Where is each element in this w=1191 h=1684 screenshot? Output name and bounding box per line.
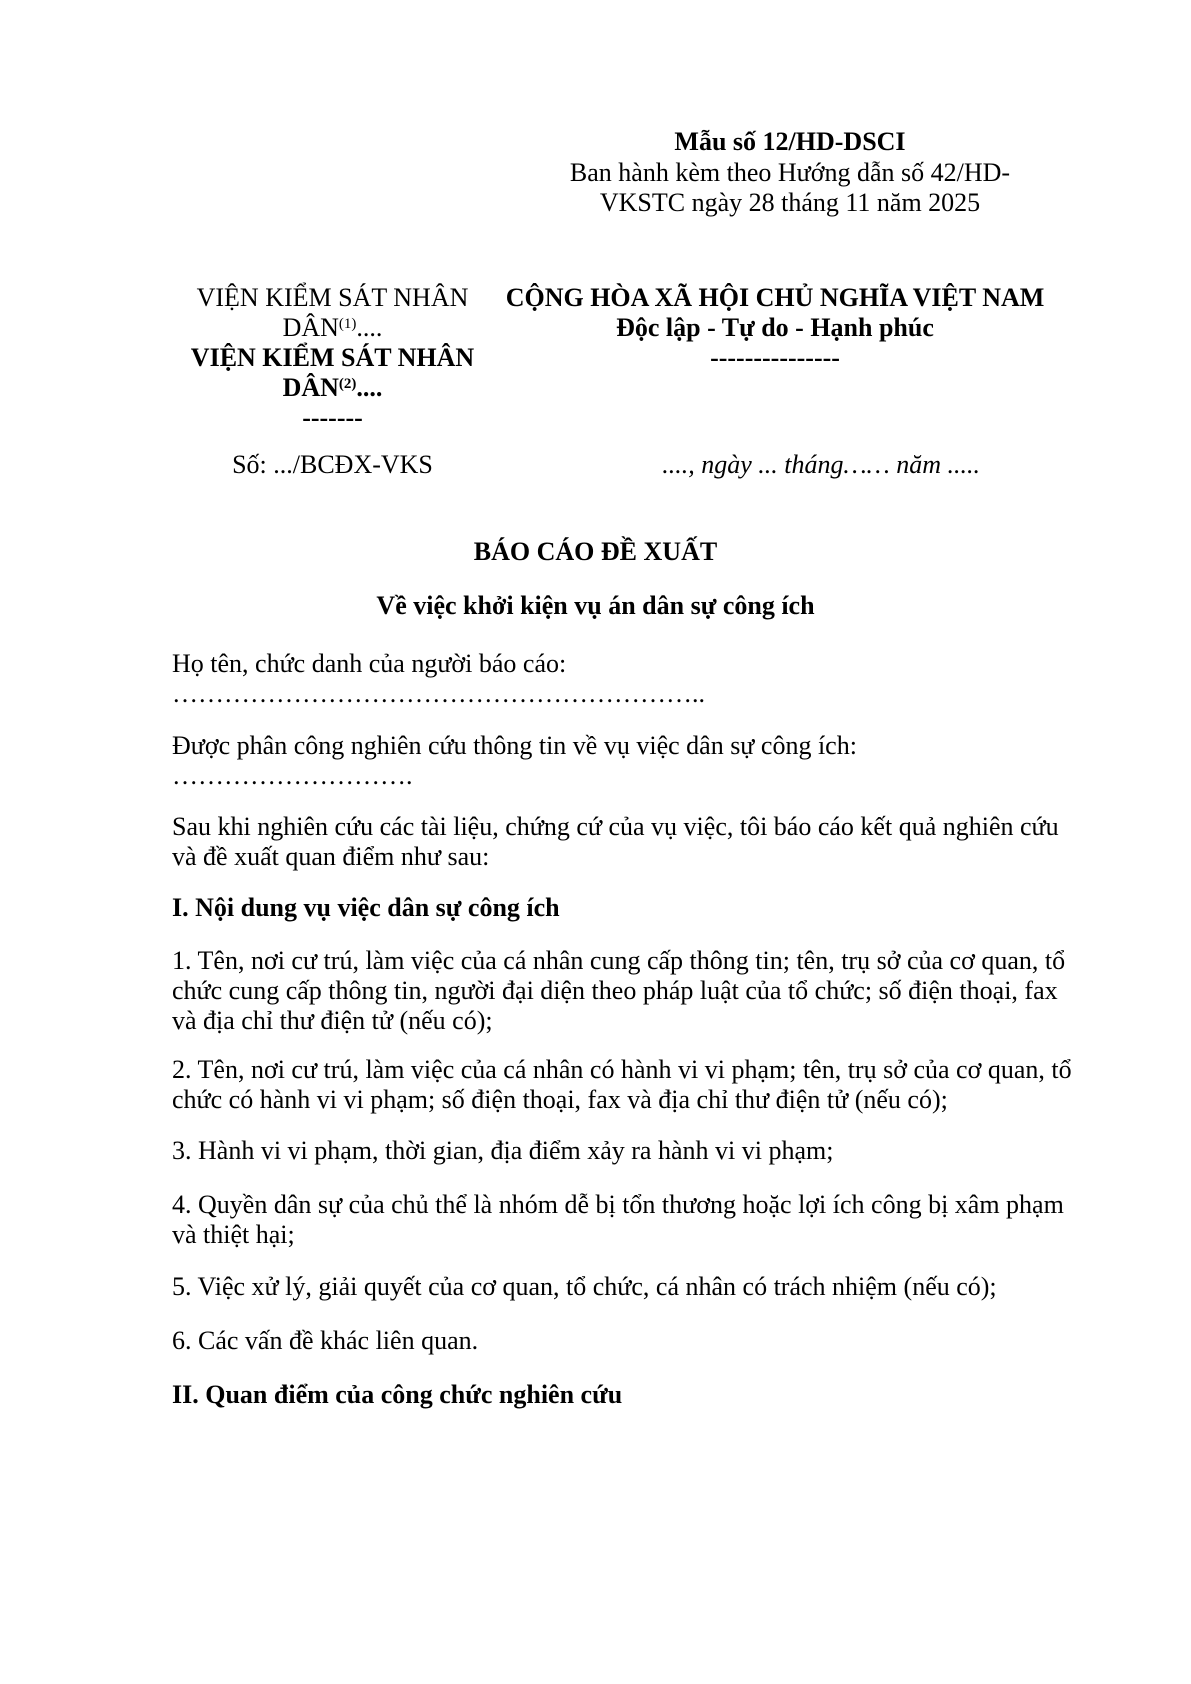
- section-2-heading: II. Quan điểm của công chức nghiên cứu: [172, 1380, 623, 1409]
- footnote-ref-2: (2): [338, 376, 357, 392]
- organization-header: [180, 283, 485, 433]
- list-item-3: 3. Hành vi vi phạm, thời gian, địa điểm xảy ra hành vi vi phạm;: [172, 1136, 834, 1165]
- intro-paragraph: Sau khi nghiên cứu các tài liệu, chứng cứ của vụ việc, tôi báo cáo kết quả nghiên cứu và đề xuất quan điểm như sau:: [172, 812, 1059, 871]
- parent-org-line-2: DÂN$^{(1)}$....: [282, 313, 383, 342]
- list-item-2: 2. Tên, nơi cư trú, làm việc của cá nhân có hành vi vi phạm; tên, trụ sở của cơ quan, tổ chức có hành vi vi phạm; số điện thoại, fax và địa chỉ thư điện tử (nếu có);: [172, 1055, 1072, 1114]
- org-divider: -------: [302, 403, 363, 432]
- form-number: Mẫu số 12/HD-DSCI: [674, 127, 906, 156]
- document-title: BÁO CÁO ĐỀ XUẤT: [473, 537, 718, 566]
- reporter-label: Họ tên, chức danh của người báo cáo:: [172, 649, 567, 678]
- motto-divider: ---------------: [710, 343, 840, 372]
- place-date-line: ...., ngày ... tháng…… năm .....: [662, 450, 980, 479]
- reporter-field: [172, 649, 1092, 709]
- national-motto: Độc lập - Tự do - Hạnh phúc: [616, 313, 934, 342]
- footnote-ref-1: (1): [338, 316, 357, 332]
- reporter-blank: ……………………………………………………..: [172, 679, 705, 708]
- list-item-6: 6. Các vấn đề khác liên quan.: [172, 1326, 479, 1355]
- parent-org-line-1: VIỆN KIỂM SÁT NHÂN: [196, 283, 469, 312]
- issuing-org-line-2: DÂN$^{(2)}$....: [282, 373, 383, 402]
- document-subtitle: Về việc khởi kiện vụ án dân sự công ích: [376, 591, 815, 620]
- document-number: Số: .../BCĐX-VKS: [232, 450, 433, 479]
- issuing-org-line-1: VIỆN KIỂM SÁT NHÂN: [190, 343, 475, 372]
- list-item-4: 4. Quyền dân sự của chủ thể là nhóm dễ bị tổn thương hoặc lợi ích công bị xâm phạm và thiệt hại;: [172, 1190, 1064, 1249]
- assignment-blank: ……………………….: [172, 761, 413, 790]
- nation-name: CỘNG HÒA XÃ HỘI CHỦ NGHĨA VIỆT NAM: [505, 283, 1045, 312]
- assignment-label: Được phân công nghiên cứu thông tin về vụ việc dân sự công ích:: [172, 731, 857, 760]
- list-item-1: 1. Tên, nơi cư trú, làm việc của cá nhân cung cấp thông tin; tên, trụ sở của cơ quan, tổ chức cung cấp thông tin, người đại diện theo pháp luật của tổ chức; số điện thoại, fax và địa chỉ thư điện tử (nếu có);: [172, 946, 1066, 1035]
- form-code-block: [560, 126, 1020, 218]
- issued-by-line-2: VKSTC ngày 28 tháng 11 năm 2025: [599, 188, 981, 217]
- assignment-field: [172, 731, 1092, 791]
- national-header: [505, 283, 1045, 373]
- issued-by-line-1: Ban hành kèm theo Hướng dẫn số 42/HD-: [569, 158, 1011, 187]
- list-item-5: 5. Việc xử lý, giải quyết của cơ quan, tổ chức, cá nhân có trách nhiệm (nếu có);: [172, 1272, 997, 1301]
- section-1-heading: I. Nội dung vụ việc dân sự công ích: [172, 893, 560, 922]
